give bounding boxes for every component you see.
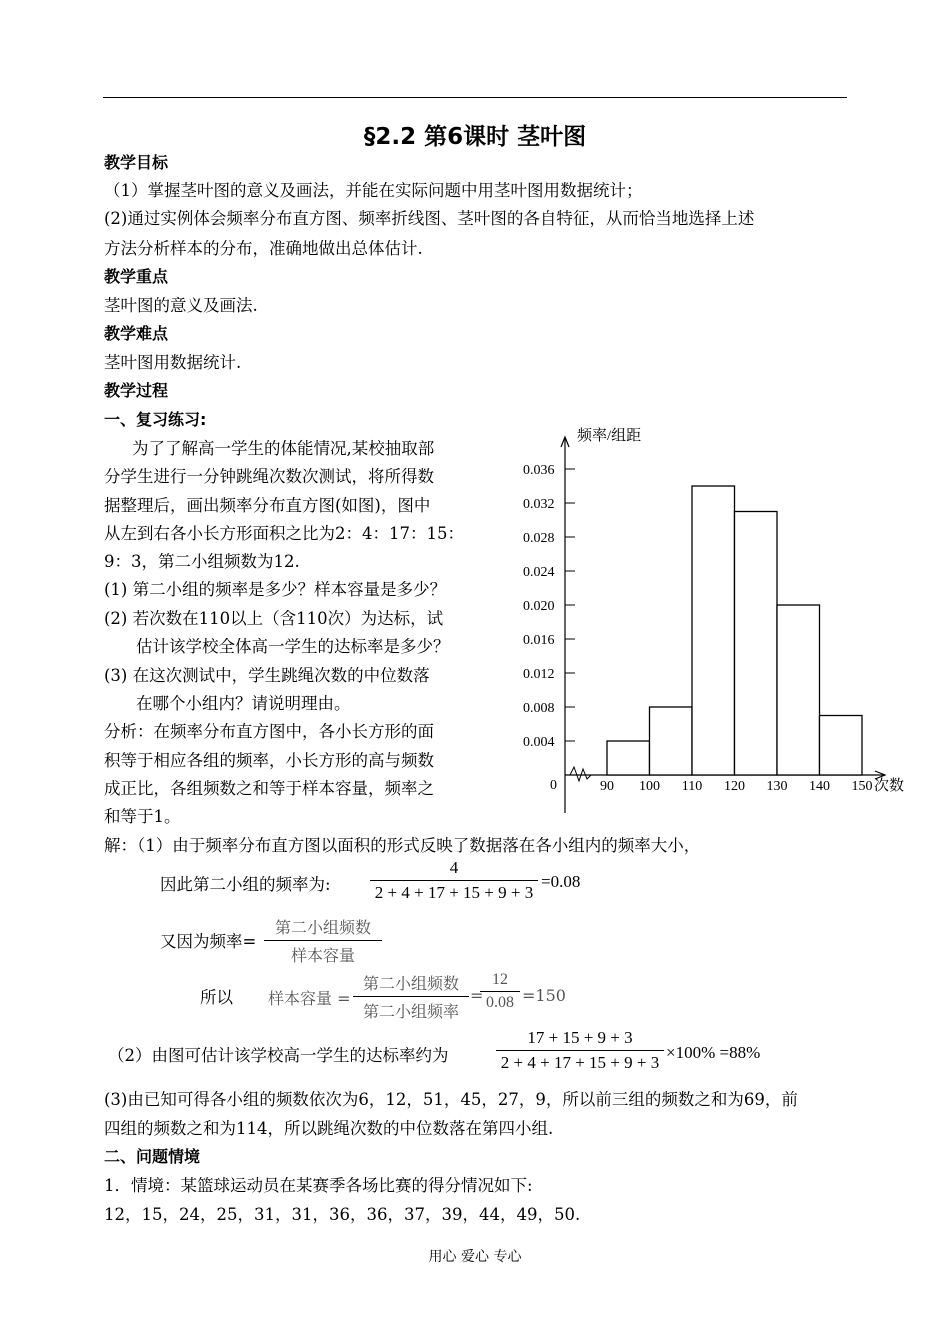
goal-2b: 方法分析样本的分布，准确地做出总体估计. bbox=[104, 239, 423, 258]
y-tick-label: 0.012 bbox=[523, 667, 555, 682]
top-rule bbox=[103, 97, 847, 98]
scenario-line: 1．情境：某篮球运动员在某赛季各场比赛的得分情况如下: bbox=[104, 1176, 533, 1195]
problem-line-1: 为了了解高一学生的体能情况,某校抽取部 bbox=[132, 439, 435, 458]
y-tick-label: 0.020 bbox=[523, 599, 555, 614]
x-tick-label: 100 bbox=[639, 779, 660, 794]
analysis-line-3: 成正比，各组频数之和等于样本容量，频率之 bbox=[104, 779, 434, 798]
origin-label: 0 bbox=[550, 778, 557, 793]
x-tick-label: 120 bbox=[724, 779, 745, 794]
key-heading: 教学重点 bbox=[104, 267, 169, 286]
problem-line-3: 据整理后，画出频率分布直方图(如图)，图中 bbox=[104, 496, 431, 515]
problem-line-2: 分学生进行一分钟跳绳次数次测试，将所得数 bbox=[104, 467, 434, 486]
fraction-numerator: 4 bbox=[449, 858, 459, 877]
question-1: (1) 第二小组的频率是多少？样本容量是多少？ bbox=[104, 580, 447, 599]
y-axis-label: 频率/组距 bbox=[577, 428, 642, 444]
x-tick-label: 130 bbox=[766, 779, 788, 794]
fraction-numerator: 12 bbox=[492, 971, 508, 988]
analysis-line-1: 分析：在频率分布直方图中，各小长方形的面 bbox=[104, 722, 434, 741]
fraction-frequency-definition bbox=[264, 915, 382, 966]
fraction-denominator: 2 + 4 + 17 + 15 + 9 + 3 bbox=[500, 1053, 660, 1072]
process-heading: 教学过程 bbox=[104, 381, 169, 400]
fraction-numerator: 17 + 15 + 9 + 3 bbox=[527, 1028, 633, 1047]
frequency-histogram bbox=[515, 418, 915, 813]
question-3a: (3) 在这次测试中，学生跳绳次数的中位数落 bbox=[104, 666, 430, 685]
fraction-denominator: 2 + 4 + 17 + 15 + 9 + 3 bbox=[374, 883, 534, 902]
question-2b: 估计该学校全体高一学生的达标率是多少？ bbox=[136, 637, 450, 656]
y-tick-label: 0.016 bbox=[523, 633, 555, 648]
x-axis-label: 次数 bbox=[874, 778, 905, 794]
solution-frequency-definition-prefix: 又因为频率= bbox=[160, 932, 257, 951]
question-3b: 在哪个小组内？请说明理由。 bbox=[136, 694, 351, 713]
x-tick-label: 140 bbox=[809, 779, 830, 794]
pass-rate-result: ×100% =88% bbox=[666, 1043, 761, 1062]
y-tick-label: 0.008 bbox=[523, 701, 555, 716]
fraction-denominator: 0.08 bbox=[486, 994, 514, 1011]
histogram-bar bbox=[735, 512, 778, 776]
goal-2a: (2)通过实例体会频率分布直方图、频率折线图、茎叶图的各自特征，从而恰当地选择上述 bbox=[104, 209, 755, 228]
fraction-denominator: 样本容量 bbox=[290, 948, 355, 965]
solution-therefore-prefix: 所以 bbox=[200, 988, 233, 1007]
solution-line-2-prefix: （2）由图可估计该学校高一学生的达标率约为 bbox=[108, 1046, 449, 1065]
sample-size-lhs: 样本容量 = bbox=[268, 989, 351, 1008]
axis-break-mark bbox=[570, 767, 591, 781]
equals-sign: = bbox=[470, 986, 484, 1005]
difficulty-heading: 教学难点 bbox=[104, 324, 169, 343]
solution-line-1: 解：（1）由于频率分布直方图以面积的形式反映了数据落在各小组内的频率大小， bbox=[104, 836, 701, 855]
fraction-result: =0.08 bbox=[541, 872, 581, 891]
y-tick-label: 0.024 bbox=[523, 565, 555, 580]
x-tick-label: 150 bbox=[851, 779, 873, 794]
solution-line-3a: (3)由已知可得各小组的频数依次为6，12，51，45，27，9，所以前三组的频数之和为69，前 bbox=[104, 1090, 798, 1109]
difficulty-text: 茎叶图用数据统计. bbox=[104, 353, 242, 372]
fraction-pass-rate bbox=[496, 1028, 664, 1073]
goals-heading: 教学目标 bbox=[104, 153, 169, 172]
solution-line-3b: 四组的频数之和为114，所以跳绳次数的中位数落在第四小组. bbox=[104, 1119, 554, 1138]
section-2-heading: 二、问题情境 bbox=[104, 1147, 201, 1166]
page-title: §2.2 第6课时 茎叶图 bbox=[363, 124, 587, 150]
question-2a: (2) 若次数在110以上（含110次）为达标，试 bbox=[104, 609, 444, 628]
y-tick-label: 0.032 bbox=[523, 497, 555, 512]
y-tick-label: 0.028 bbox=[523, 531, 555, 546]
histogram-bar bbox=[650, 707, 693, 775]
analysis-line-2: 积等于相应各组的频率，小长方形的高与频数 bbox=[104, 751, 434, 770]
histogram-bar bbox=[692, 486, 735, 775]
fraction-sample-size bbox=[353, 971, 469, 1022]
analysis-line-4: 和等于1。 bbox=[104, 807, 181, 826]
histogram-bar bbox=[607, 741, 650, 775]
scores-data-line: 12，15，24，25，31，31，36，36，37，39，44，49，50. bbox=[104, 1205, 581, 1224]
histogram-bar bbox=[820, 716, 863, 776]
fraction-denominator: 第二小组频率 bbox=[362, 1004, 459, 1021]
problem-line-4: 从左到右各小长方形面积之比为2：4：17：15： bbox=[104, 524, 464, 543]
fraction-12-over-0.08 bbox=[480, 971, 520, 1012]
problem-line-5: 9：3，第二小组频数为12. bbox=[104, 552, 300, 571]
fraction-numerator: 第二小组频数 bbox=[362, 976, 459, 993]
fraction-numerator: 第二小组频数 bbox=[274, 920, 371, 937]
review-heading: 一、复习练习: bbox=[104, 410, 207, 429]
fraction-second-group-frequency bbox=[370, 858, 538, 903]
sample-size-result: =150 bbox=[522, 986, 566, 1005]
key-text: 茎叶图的意义及画法. bbox=[104, 296, 258, 315]
goal-1: （1）掌握茎叶图的意义及画法，并能在实际问题中用茎叶图用数据统计； bbox=[104, 181, 643, 200]
x-tick-label: 90 bbox=[600, 779, 614, 794]
solution-frequency-prefix: 因此第二小组的频率为: bbox=[160, 875, 331, 894]
histogram-bar bbox=[777, 605, 820, 775]
x-tick-label: 110 bbox=[681, 779, 703, 794]
y-tick-label: 0.036 bbox=[523, 463, 555, 478]
page-footer: 用心 爱心 专心 bbox=[428, 1249, 522, 1265]
y-tick-label: 0.004 bbox=[523, 735, 555, 750]
